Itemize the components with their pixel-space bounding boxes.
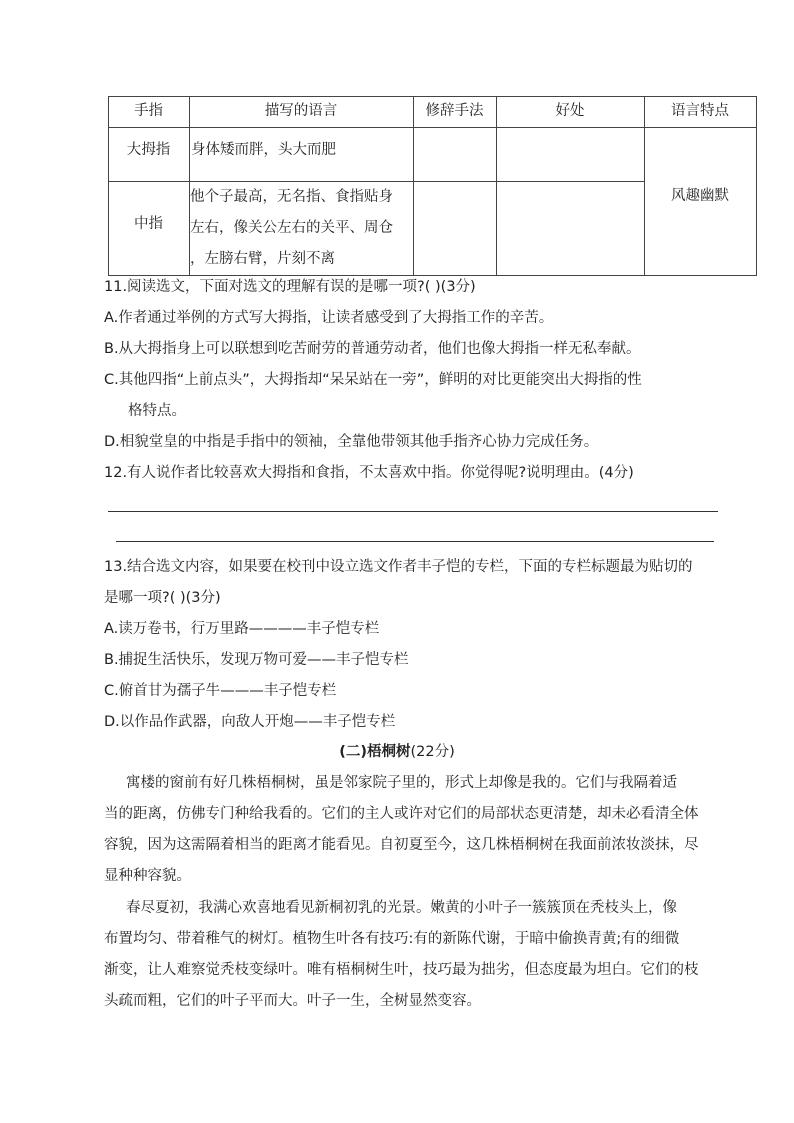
description-line: 他个子最高，无名指、食指贴身	[190, 189, 393, 205]
question-13-option-d[interactable]: D.以作品作武器，向敌人开炮——丰子恺专栏	[104, 714, 396, 730]
description-line: ，左膀右臂，片刻不离	[190, 251, 335, 267]
header-language-feature: 语言特点	[671, 103, 729, 119]
table-header-divider	[108, 127, 757, 128]
passage-line: 春尽夏初，我满心欢喜地看见新桐初乳的光景。嫩黄的小叶子一簇簇顶在秃枝头上，像	[126, 900, 677, 916]
section-2-score: (22分)	[410, 744, 455, 760]
cell-description-thumb: 身体矮而胖，头大而肥	[191, 142, 336, 158]
answer-line[interactable]	[116, 541, 714, 542]
passage-line: 当的距离，仿佛专门种给我看的。它们的主人或许对它们的局部状态更清楚，却未必看清全体	[104, 806, 699, 822]
passage-line: 容貌，因为这需隔着相当的距离才能看见。自初夏至今，这几株梧桐树在我面前浓妆淡抹，尽	[104, 837, 699, 853]
table-border-top	[108, 96, 757, 97]
table-border-bottom	[108, 275, 757, 276]
question-13-option-a[interactable]: A.读万卷书，行万里路————丰子恺专栏	[104, 621, 380, 637]
answer-line[interactable]	[108, 511, 718, 512]
header-benefit: 好处	[555, 103, 585, 119]
question-13-option-c[interactable]: C.俯首甘为孺子牛———丰子恺专栏	[104, 683, 337, 699]
section-2-title: (二)梧桐树	[339, 744, 411, 760]
table-border-left	[108, 96, 109, 276]
passage-line: 渐变，让人难察觉秃枝变绿叶。唯有梧桐树生叶，技巧最为拙劣，但态度最为坦白。它们的枝	[104, 962, 699, 978]
table-border-right	[756, 96, 757, 276]
table-col-divider	[496, 96, 497, 276]
question-11-option-c-continued: 格特点。	[128, 403, 186, 419]
cell-description-middle	[190, 182, 393, 275]
section-2-heading	[0, 742, 794, 762]
question-11-option-b[interactable]: B.从大拇指身上可以联想到吃苦耐劳的普通劳动者，他们也像大拇指一样无私奉献。	[104, 341, 641, 357]
finger-analysis-table	[108, 96, 757, 276]
question-13-option-b[interactable]: B.捕捉生活快乐，发现万物可爱——丰子恺专栏	[104, 652, 409, 668]
header-finger: 手指	[134, 103, 163, 119]
question-12-stem: 12.有人说作者比较喜欢大拇指和食指，不太喜欢中指。你觉得呢?说明理由。(4分)	[104, 465, 634, 481]
question-11-option-c[interactable]: C.其他四指“上前点头”，大拇指却“呆呆站在一旁”，鲜明的对比更能突出大拇指的性	[104, 372, 642, 388]
question-11-option-a[interactable]: A.作者通过举例的方式写大拇指，让读者感受到了大拇指工作的辛苦。	[104, 310, 554, 326]
header-rhetoric: 修辞手法	[425, 103, 484, 119]
cell-finger-middle: 中指	[134, 216, 163, 232]
passage-line: 布置均匀、带着稚气的树灯。植物生叶各有技巧:有的新陈代谢，于暗中偷换青黄;有的细微	[104, 931, 680, 947]
table-col-divider	[413, 96, 414, 276]
passage-line: 显种种容貌。	[104, 868, 191, 884]
question-11-stem: 11.阅读选文，下面对选文的理解有误的是哪一项?( )(3分)	[104, 279, 476, 295]
description-line: 左右，像关公左右的关平、周仓	[190, 220, 393, 236]
question-13-stem-continued: 是哪一项?( )(3分)	[104, 590, 221, 606]
cell-language-feature-merged: 风趣幽默	[671, 188, 729, 204]
question-13-stem: 13.结合选文内容，如果要在校刊中设立选文作者丰子恺的专栏，下面的专栏标题最为贴切的	[104, 559, 693, 575]
question-11-option-d[interactable]: D.相貌堂皇的中指是手指中的领袖，全靠他带领其他手指齐心协力完成任务。	[104, 434, 599, 450]
cell-finger-thumb: 大拇指	[126, 142, 171, 158]
passage-line: 头疏而粗，它们的叶子平而大。叶子一生，全树显然变容。	[104, 993, 481, 1009]
passage-line: 寓楼的窗前有好几株梧桐树，虽是邻家院子里的，形式上却像是我的。它们与我隔着适	[126, 775, 677, 791]
header-description: 描写的语言	[264, 103, 338, 119]
